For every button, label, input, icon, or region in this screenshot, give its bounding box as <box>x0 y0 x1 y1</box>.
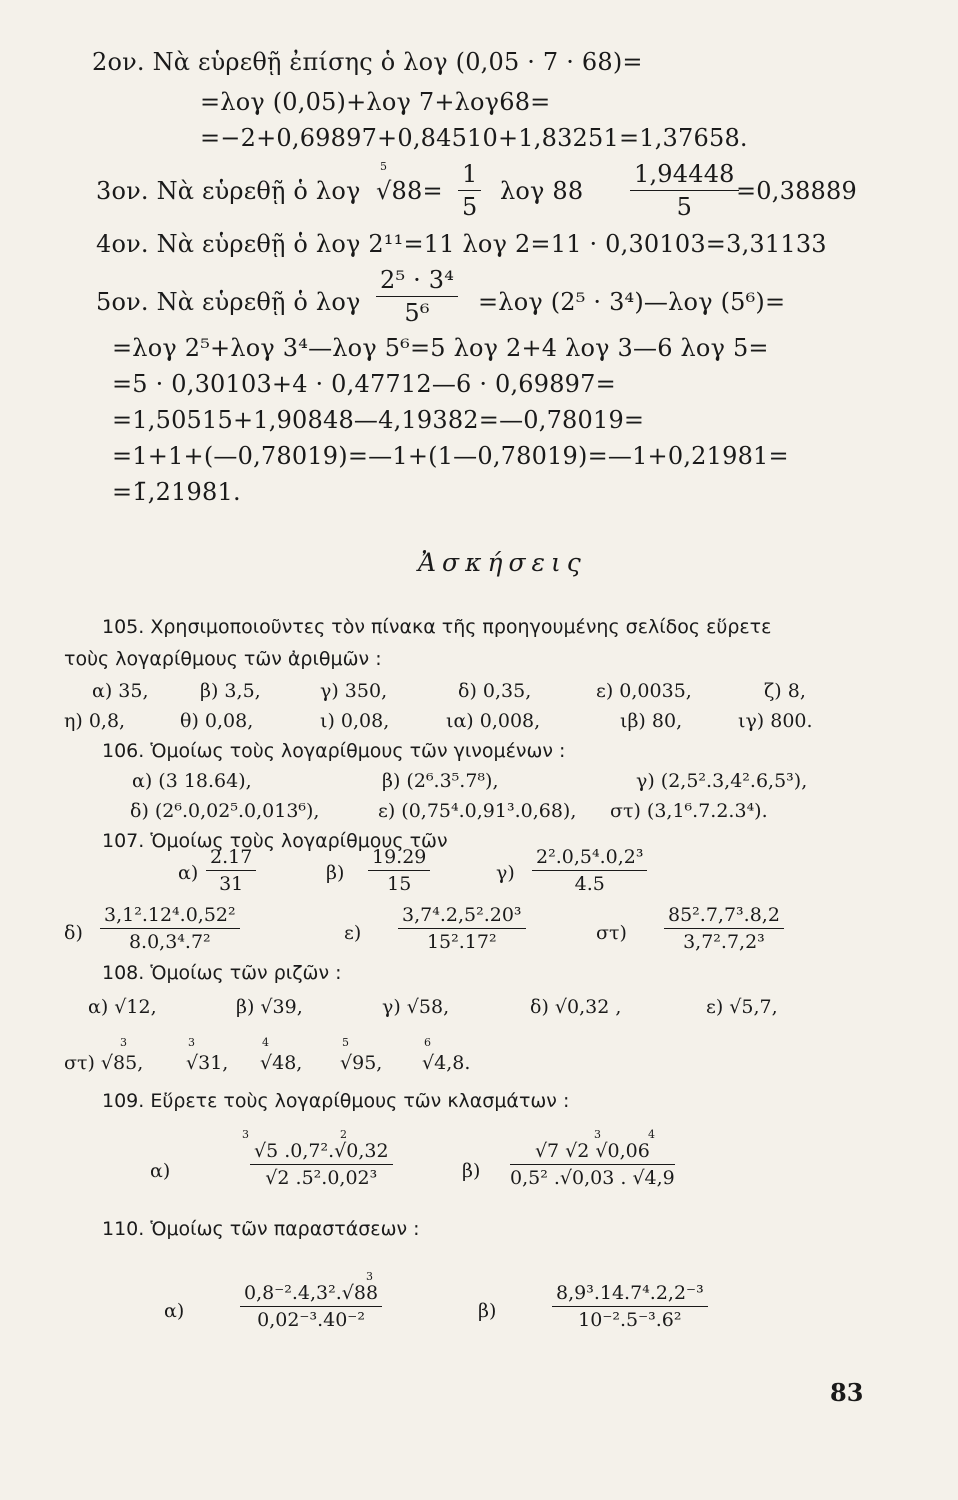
example-5-line-6: =1̄,21981. <box>112 478 241 506</box>
fraction-log-88 <box>630 160 739 221</box>
fraction-label: α) <box>178 862 199 884</box>
fraction-denominator: √2 .5².0,02³ <box>265 1167 378 1189</box>
exercise-107-fraction-a <box>206 846 256 895</box>
fraction-denominator: 10⁻².5⁻³.6² <box>578 1309 682 1331</box>
exercise-105-line-1: 105. Χρησιμοποιοῦντες τὸν πίνακα τῆς προηγουμένης σελίδος εὕρετε <box>102 616 772 638</box>
exercise-105-item: η) 0,8, <box>64 710 126 732</box>
root-item: β) √39, <box>236 996 303 1018</box>
exercise-107-fraction-c <box>532 846 647 895</box>
example-5-fraction <box>376 266 458 327</box>
exercise-110-fraction-a <box>240 1282 382 1331</box>
root-index: 3 <box>188 1036 195 1049</box>
exercise-107-line-1: 107. Ὁμοίως τοὺς λογαρίθμους τῶν <box>102 830 448 852</box>
root-index: 6 <box>424 1036 431 1049</box>
fraction-denominator: 3,7².7,2³ <box>683 931 765 953</box>
example-3-result: =0,38889 <box>736 177 857 205</box>
fraction-denominator: 5 <box>462 193 478 221</box>
exercise-105-item: β) 3,5, <box>200 680 261 702</box>
exercise-105-item: δ) 0,35, <box>458 680 532 702</box>
root-index: 3 <box>120 1036 127 1049</box>
example-3-label: 3ον. Νὰ εὑρεθῇ ὁ λογ <box>96 177 361 205</box>
root-index: 3 <box>366 1270 373 1283</box>
fraction-label: β) <box>326 862 345 884</box>
root-item: √4,8. <box>422 1052 471 1074</box>
fraction-denominator: 0,02⁻³.40⁻² <box>257 1309 365 1331</box>
example-3-radical: √88= <box>376 177 443 205</box>
fraction-denominator: 15 <box>387 873 412 895</box>
example-5-line-2: =λογ 2⁵+λογ 3⁴—λογ 5⁶=5 λογ 2+4 λογ 3—6 λογ 5= <box>112 334 769 362</box>
fraction-denominator: 8.0,3⁴.7² <box>128 931 211 953</box>
example-2-line-3: =−2+0,69897+0,84510+1,83251=1,37658. <box>200 124 748 152</box>
exercise-105-item: ιβ) 80, <box>620 710 683 732</box>
exercise-110-line-1: 110. Ὁμοίως τῶν παραστάσεων : <box>102 1218 420 1240</box>
root-index: 5 <box>380 160 387 173</box>
example-5-label: 5ον. Νὰ εὑρεθῇ ὁ λογ <box>96 288 361 316</box>
fraction-numerator: 8,9³.14.7⁴.2,2⁻³ <box>552 1282 708 1307</box>
example-4-line: 4ον. Νὰ εὑρεθῇ ὁ λογ 2¹¹=11 λογ 2=11 · 0,30103=3,31133 <box>96 230 827 258</box>
exercise-105-item: ι) 0,08, <box>320 710 390 732</box>
fraction-numerator: 1 <box>458 160 481 191</box>
exercise-110-fraction-b <box>552 1282 708 1331</box>
exercise-105-item: ζ) 8, <box>764 680 806 702</box>
exercises-heading: Ἀσκήσεις <box>418 548 587 577</box>
root-item: √31, <box>186 1052 229 1074</box>
exercise-106-item: γ) (2,5².3,4².6,5³), <box>636 770 808 792</box>
exercise-107-fraction-b <box>368 846 430 895</box>
fraction-denominator: 31 <box>219 873 244 895</box>
exercise-105-line-2: τοὺς λογαρίθμους τῶν ἀριθμῶν : <box>64 648 382 670</box>
example-5-line-1: =λογ (2⁵ · 3⁴)—λογ (5⁶)= <box>478 288 786 316</box>
fraction-numerator: √7 √2 √0,06 <box>510 1140 675 1165</box>
fraction-numerator: 3,1².12⁴.0,52² <box>100 904 240 929</box>
exercise-105-item: γ) 350, <box>320 680 388 702</box>
exercise-108-line-1: 108. Ὁμοίως τῶν ριζῶν : <box>102 962 342 984</box>
exercise-106-item: δ) (2⁶.0,02⁵.0,013⁶), <box>130 800 320 822</box>
page-number: 83 <box>830 1378 864 1407</box>
root-index: 4 <box>262 1036 269 1049</box>
root-item: √48, <box>260 1052 303 1074</box>
root-item: α) √12, <box>88 996 157 1018</box>
exercise-109-fraction-a <box>250 1140 393 1189</box>
exercise-105-item: ε) 0,0035, <box>596 680 692 702</box>
fraction-label: β) <box>462 1160 481 1182</box>
exercise-106-item: α) (3 18.64), <box>132 770 252 792</box>
exercise-107-fraction-st <box>664 904 784 953</box>
root-item: στ) √85, <box>64 1052 144 1074</box>
fraction-label: γ) <box>496 862 515 884</box>
fraction-denominator: 15².17² <box>426 931 497 953</box>
example-3-radicand: 88= <box>391 177 443 205</box>
fraction-label: δ) <box>64 922 83 944</box>
exercise-105-item: ια) 0,008, <box>446 710 541 732</box>
exercise-105-item: θ) 0,08, <box>180 710 254 732</box>
exercise-105-item: ιγ) 800. <box>738 710 813 732</box>
fraction-numerator: 85².7,7³.8,2 <box>664 904 784 929</box>
fraction-one-fifth <box>458 160 481 221</box>
example-5-line-3: =5 · 0,30103+4 · 0,47712—6 · 0,69897= <box>112 370 616 398</box>
fraction-numerator: 1,94448 <box>630 160 739 191</box>
root-index: 3 <box>594 1128 601 1141</box>
fraction-label: α) <box>150 1160 171 1182</box>
fraction-numerator: 3,7⁴.2,5².20³ <box>398 904 526 929</box>
fraction-numerator: 2².0,5⁴.0,2³ <box>532 846 647 871</box>
root-item: √95, <box>340 1052 383 1074</box>
example-2-line-1: 2ον. Νὰ εὑρεθῇ ἐπίσης ὁ λογ (0,05 · 7 · 68)= <box>92 48 643 76</box>
exercise-106-item: β) (2⁶.3⁵.7⁸), <box>382 770 499 792</box>
root-index: 5 <box>342 1036 349 1049</box>
fraction-denominator: 4.5 <box>574 873 605 895</box>
exercise-106-item: στ) (3,1⁶.7.2.3⁴). <box>610 800 768 822</box>
fraction-numerator: 0,8⁻².4,3².√88 <box>240 1282 382 1307</box>
root-index: 2 <box>340 1128 347 1141</box>
root-index: 4 <box>648 1128 655 1141</box>
fraction-denominator: 5⁶ <box>404 299 430 327</box>
fraction-numerator: 2⁵ · 3⁴ <box>376 266 458 297</box>
exercise-109-line-1: 109. Εὕρετε τοὺς λογαρίθμους τῶν κλασμάτων : <box>102 1090 570 1112</box>
example-2-line-2: =λογ (0,05)+λογ 7+λογ68= <box>200 88 551 116</box>
fraction-denominator: 0,5² .√0,03 . √4,9 <box>510 1167 675 1189</box>
exercise-107-fraction-d <box>100 904 240 953</box>
root-item: ε) √5,7, <box>706 996 778 1018</box>
exercise-106-line-1: 106. Ὁμοίως τοὺς λογαρίθμους τῶν γινομένων : <box>102 740 566 762</box>
fraction-numerator: √5 .0,7².√0,32 <box>250 1140 393 1165</box>
fraction-label: στ) <box>596 922 627 944</box>
exercise-105-item: α) 35, <box>92 680 149 702</box>
example-5-line-4: =1,50515+1,90848—4,19382=—0,78019= <box>112 406 645 434</box>
exercise-109-fraction-b <box>510 1140 675 1189</box>
root-index: 3 <box>242 1128 249 1141</box>
root-item: γ) √58, <box>382 996 450 1018</box>
example-5-line-5: =1+1+(—0,78019)=—1+(1—0,78019)=—1+0,21981= <box>112 442 789 470</box>
fraction-numerator: 2.17 <box>206 846 256 871</box>
fraction-numerator: 19.29 <box>368 846 430 871</box>
exercise-106-item: ε) (0,75⁴.0,91³.0,68), <box>378 800 577 822</box>
fraction-label: β) <box>478 1300 497 1322</box>
fraction-label: α) <box>164 1300 185 1322</box>
root-item: δ) √0,32 , <box>530 996 622 1018</box>
fraction-denominator: 5 <box>676 193 693 221</box>
exercise-107-fraction-e <box>398 904 526 953</box>
fraction-label: ε) <box>344 922 362 944</box>
example-3-middle: λογ 88 <box>500 177 584 205</box>
